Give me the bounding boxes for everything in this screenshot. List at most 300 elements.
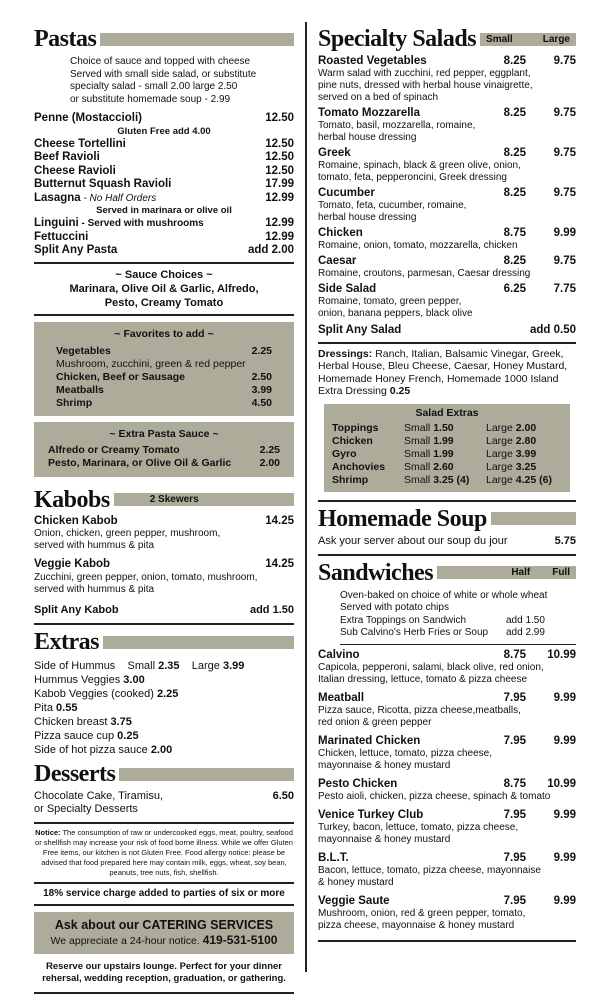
item-name: Kabob Veggies (cooked): [34, 688, 154, 700]
salad-row: [318, 283, 576, 296]
divider-line: [340, 644, 576, 645]
extras-item: [34, 673, 294, 687]
col-small: Small: [486, 33, 513, 45]
favorite-row: [56, 397, 272, 410]
item-price: 17.99: [265, 178, 294, 190]
item-name: Chicken: [318, 227, 363, 239]
menu-item: [34, 231, 294, 245]
item-price: add 0.50: [529, 324, 576, 336]
extras-item: [34, 701, 294, 715]
divider-line: [34, 262, 294, 264]
item-desc: herbal house dressing: [318, 212, 417, 223]
salads-title: Specialty Salads: [318, 26, 477, 52]
desserts-title: Desserts: [34, 761, 116, 787]
item-desc: mayonnaise & honey mustard: [318, 759, 451, 771]
sandwich-item: [318, 809, 576, 846]
item-price: 12.99: [265, 191, 294, 204]
sauce-line: Pesto, Creamy Tomato: [104, 296, 224, 309]
salad-list: [318, 55, 576, 338]
sauce-name: Pesto, Marinara, or Olive Oil & Garlic: [48, 456, 232, 469]
desserts-price: 6.50: [272, 790, 294, 802]
extra-sauce-row: [48, 444, 280, 457]
item-name: Beef Ravioli: [34, 151, 100, 163]
pastas-intro: [70, 56, 294, 106]
sauce-price: 2.25: [259, 443, 280, 456]
sandwich-item: [318, 778, 576, 803]
favorite-name: Mushroom, zucchini, green & red pepper: [56, 357, 246, 370]
item-price: 12.50: [265, 151, 294, 163]
favorite-row: [56, 384, 272, 397]
favorite-price: 2.50: [251, 370, 272, 383]
item-name: Meatball: [318, 691, 365, 704]
kabobs-bar-label: 2 Skewers: [149, 494, 199, 505]
salad-item: [318, 227, 576, 252]
service-charge: 18% service charge added to parties of six or more: [43, 888, 285, 899]
large-label: Large: [486, 421, 513, 434]
large-price: 9.75: [553, 107, 576, 119]
large-label: Large: [486, 460, 513, 473]
menu-item: [34, 244, 294, 258]
extras-title: Extras: [34, 629, 99, 655]
sandwich-item: [318, 692, 576, 729]
item-name: Veggie Saute: [318, 894, 390, 907]
sandwich-item: [318, 649, 576, 686]
sandwiches-header: [318, 560, 576, 586]
dressings: [318, 348, 576, 386]
small-label: Small: [404, 434, 431, 447]
item-name: Calvino: [318, 648, 360, 661]
sandwich-row: [318, 692, 576, 705]
item-name: Penne (Mostaccioli): [34, 112, 142, 124]
catering-sub: [38, 933, 290, 948]
salads-header: [318, 26, 576, 52]
divider-line: [34, 882, 294, 884]
small-label: Small: [404, 460, 431, 473]
favorite-name: Shrimp: [56, 396, 93, 409]
sandwich-item: [318, 735, 576, 772]
soup-bar: [491, 512, 576, 525]
divider-line: [318, 940, 576, 942]
divider-line: [318, 554, 576, 556]
favorite-price: 2.25: [251, 344, 272, 357]
item-desc: Pizza sauce, Ricotta, pizza cheese,meatballs,: [318, 704, 521, 716]
large-label: Large: [486, 447, 513, 460]
half-price: 7.95: [503, 894, 526, 907]
favorite-row: [56, 371, 272, 384]
small-price: 8.25: [503, 55, 526, 67]
salad-extra-row: [332, 422, 562, 435]
half-price: 8.75: [503, 648, 526, 661]
lounge-note: [34, 961, 294, 985]
item-price: 3.00: [123, 674, 145, 686]
small-price: 8.25: [503, 107, 526, 119]
extra-name: Anchovies: [332, 460, 386, 473]
salad-item: [318, 107, 576, 144]
item-desc: Chicken, lettuce, tomato, pizza cheese,: [318, 747, 492, 759]
sandwiches-bar: [437, 566, 576, 579]
pastas-header: [34, 26, 294, 52]
small-label: Small: [404, 421, 431, 434]
extra-dressing-price: 0.25: [389, 385, 411, 397]
menu-item: [34, 112, 294, 126]
item-desc: Capicola, pepperoni, salami, black olive, red onion,: [318, 661, 544, 673]
salad-row: [318, 55, 576, 68]
large-price: 4.25 (6): [515, 473, 552, 486]
item-desc: pizza cheese, mayonnaise & honey mustard: [318, 919, 515, 931]
item-name: Fettuccini: [34, 230, 89, 243]
item-price: 12.99: [265, 230, 294, 243]
half-price: 7.95: [503, 808, 526, 821]
extra-name: Shrimp: [332, 473, 369, 486]
item-desc: Romaine, onion, tomato, mozzarella, chicken: [318, 240, 518, 251]
sandwich-row: [318, 852, 576, 865]
salad-extras-title: Salad Extras: [415, 406, 479, 419]
favorite-name: Vegetables: [56, 344, 111, 357]
sandwich-item: [318, 852, 576, 889]
menu-item: [34, 178, 294, 192]
catering-title: Ask about our CATERING SERVICES: [54, 918, 274, 932]
sandwiches-title: Sandwiches: [318, 559, 434, 586]
item-name: B.L.T.: [318, 851, 349, 864]
soup-header: [318, 506, 576, 532]
small-price: 8.25: [503, 147, 526, 159]
extra-dressing: [318, 385, 576, 398]
item-name: Veggie Kabob: [34, 558, 111, 570]
small-label: Small: [404, 447, 431, 460]
item-price: 14.25: [265, 514, 294, 527]
kabob-list: [34, 515, 294, 618]
small-label: Small: [127, 660, 156, 672]
extra-sauce-title: ~ Extra Pasta Sauce ~: [109, 427, 219, 440]
sandwiches-intro: [340, 590, 576, 640]
sandwich-extra-price: add 1.50: [506, 614, 545, 626]
item-desc: Romaine, tomato, green pepper,: [318, 296, 462, 307]
item-desc: herbal house dressing: [318, 132, 417, 143]
sauce-choices: [34, 268, 294, 310]
pastas-title: Pastas: [34, 26, 97, 52]
extra-sauce-box: [34, 422, 294, 477]
item-desc: Zucchini, green pepper, onion, tomato, mushroom,: [34, 571, 258, 583]
col-half: Half: [511, 567, 531, 578]
full-price: 9.99: [553, 894, 576, 907]
item-name: Split Any Kabob: [34, 603, 119, 616]
favorites-box: [34, 322, 294, 416]
item-desc: Romaine, croutons, parmesan, Caesar dressing: [318, 268, 531, 279]
item-desc: Onion, chicken, green pepper, mushroom,: [34, 528, 221, 539]
large-price: 9.75: [553, 187, 576, 199]
item-name: Side Salad: [318, 283, 377, 295]
kabobs-title: Kabobs: [34, 486, 110, 513]
sauce-name: Alfredo or Creamy Tomato: [48, 443, 180, 456]
divider-line: [34, 314, 294, 316]
sandwich-row: [318, 735, 576, 748]
extra-name: Toppings: [332, 421, 379, 434]
salad-item: [318, 187, 576, 224]
sandwich-row: [318, 649, 576, 662]
favorites-title: ~ Favorites to add ~: [114, 327, 214, 340]
salad-extra-row: [332, 474, 562, 487]
large-price: 3.99: [515, 447, 537, 460]
item-name: Side of hot pizza sauce: [34, 744, 148, 756]
sandwich-extra-price: add 2.99: [506, 627, 545, 638]
sandwich-row: [318, 895, 576, 908]
sandwich-list: [318, 649, 576, 932]
divider-line: [34, 623, 294, 625]
pastas-bar: [100, 33, 294, 46]
item-desc: mayonnaise & honey mustard: [318, 833, 451, 845]
soup-item: [318, 534, 576, 548]
extra-dressing-label: Extra Dressing: [318, 385, 387, 397]
item-price: 2.25: [156, 688, 179, 700]
desserts-item: [34, 790, 294, 816]
sauce-price: 2.00: [259, 456, 280, 469]
salad-row: [318, 187, 576, 200]
item-desc: served on a bed of spinach: [318, 92, 439, 103]
sandwich-extra-name: Extra Toppings on Sandwich: [340, 614, 467, 626]
desserts-desc: [34, 790, 163, 816]
small-price: 2.60: [433, 460, 454, 473]
item-desc: Tomato, feta, cucumber, romaine,: [318, 200, 467, 211]
small-price: 3.25 (4): [433, 473, 470, 486]
favorite-price: 3.99: [251, 383, 272, 396]
col-large: Large: [542, 33, 570, 45]
sandwich-extra-name: Sub Calvino's Herb Fries or Soup: [340, 627, 489, 638]
salad-item: [318, 255, 576, 280]
item-desc: Tomato, basil, mozzarella, romaine,: [318, 120, 476, 131]
item-price: 12.50: [265, 112, 294, 124]
extras-bar: [103, 636, 294, 649]
salad-item: [318, 55, 576, 104]
desserts-line: or Specialty Desserts: [34, 803, 138, 815]
item-name: Linguini: [34, 217, 79, 229]
sandwich-intro-line: Oven-baked on choice of white or whole wheat: [340, 589, 548, 601]
divider-line: [34, 822, 294, 824]
item-desc: Bacon, lettuce, tomato, pizza cheese, mayonnaise: [318, 864, 541, 876]
item-name: Roasted Vegetables: [318, 55, 427, 67]
small-price: 6.25: [503, 283, 526, 295]
item-name: Chicken Kabob: [34, 514, 118, 527]
dressings-label: Dressings:: [318, 347, 373, 360]
item-desc: onion, banana peppers, black olive: [318, 308, 473, 319]
sandwich-extra: [340, 615, 576, 628]
item-name: Butternut Squash Ravioli: [34, 178, 172, 190]
catering-box: [34, 912, 294, 954]
small-price: 1.99: [433, 447, 454, 460]
small-price: 1.50: [433, 421, 454, 434]
item-desc: served with hummus & pita: [34, 540, 155, 551]
menu-item: [34, 138, 294, 152]
notice: [34, 828, 294, 878]
lasagna-note: Served in marinara or olive oil: [96, 205, 232, 216]
sandwich-row: [318, 778, 576, 791]
extras-item: [34, 659, 294, 673]
full-price: 9.99: [553, 808, 576, 821]
menu-item: [34, 151, 294, 165]
item-name: Greek: [318, 147, 351, 159]
kabobs-header: [34, 487, 294, 513]
full-price: 9.99: [553, 734, 576, 747]
extra-name: Gyro: [332, 447, 357, 460]
salads-bar: [480, 33, 576, 46]
item-desc: Pesto aioli, chicken, pizza cheese, spinach & tomato: [318, 790, 551, 802]
favorite-name: Meatballs: [56, 383, 104, 396]
large-price: 9.99: [553, 227, 576, 239]
sandwich-item: [318, 895, 576, 932]
half-price: 7.95: [503, 734, 526, 747]
small-price: 8.25: [503, 255, 526, 267]
sandwich-extra: [340, 627, 576, 640]
favorite-row: [56, 345, 272, 358]
item-price: 14.25: [265, 558, 294, 570]
item-name: Venice Turkey Club: [318, 808, 424, 821]
item-price: 12.50: [265, 164, 294, 177]
item-price: 2.00: [150, 744, 173, 756]
item-name: Cheese Ravioli: [34, 164, 116, 177]
item-price: 12.50: [265, 137, 294, 150]
extras-header: [34, 629, 294, 655]
salad-extras-box: [324, 404, 570, 492]
large-price: 9.75: [553, 55, 576, 67]
small-label: Small: [404, 473, 431, 486]
catering-note: We appreciate a 24-hour notice.: [50, 935, 200, 947]
menu-item: [34, 165, 294, 179]
pasta-list: [34, 112, 294, 258]
item-name: Split Any Pasta: [34, 244, 118, 256]
item-name: Marinated Chicken: [318, 734, 421, 747]
full-price: 10.99: [547, 648, 576, 661]
extra-name: Chicken: [332, 434, 373, 447]
item-desc: pine nuts, dressed with herbal house vinaigrette,: [318, 80, 533, 91]
item-name: Pita: [34, 702, 53, 714]
item-note: - No Half Orders: [80, 192, 157, 204]
menu-item: [34, 558, 294, 572]
col-full: Full: [552, 567, 570, 578]
half-price: 7.95: [503, 851, 526, 864]
item-name: Split Any Salad: [318, 324, 402, 336]
full-price: 9.99: [553, 851, 576, 864]
item-name: Side of Hummus: [34, 660, 116, 672]
item-price: 0.25: [117, 730, 139, 742]
item-desc: tomato, feta, pepperoncini, Greek dressing: [318, 172, 507, 183]
divider-line: [318, 342, 576, 344]
salad-extra-row: [332, 435, 562, 448]
item-name: Pizza sauce cup: [34, 730, 115, 742]
item-name: Caesar: [318, 255, 357, 267]
small-price: 2.35: [158, 660, 180, 672]
item-desc: served with hummus & pita: [34, 583, 155, 595]
favorite-price: 4.50: [251, 396, 272, 409]
item-desc: & honey mustard: [318, 876, 394, 888]
item-desc: Turkey, bacon, lettuce, tomato, pizza cheese,: [318, 821, 519, 833]
item-name: Pesto Chicken: [318, 777, 398, 790]
sauce-title: ~ Sauce Choices ~: [115, 268, 213, 281]
catering-phone: 419-531-5100: [202, 933, 278, 947]
item-name: Lasagna: [34, 191, 81, 204]
lounge-line: rehersal, wedding reception, graduation, or gathering.: [42, 973, 286, 984]
pastas-intro-line: specialty salad - small 2.00 large 2.50: [70, 81, 238, 92]
large-label: Large: [486, 434, 513, 447]
item-note: - Served with mushrooms: [78, 218, 204, 229]
item-desc: Warm salad with zucchini, red pepper, eggplant,: [318, 68, 531, 79]
column-divider: [305, 22, 307, 972]
desserts-bar: [119, 768, 294, 781]
large-price: 2.00: [515, 421, 537, 434]
sandwich-intro-line: Served with potato chips: [340, 602, 449, 613]
desserts-header: [34, 761, 294, 787]
item-price: 3.75: [110, 716, 132, 728]
menu-item: [34, 515, 294, 529]
right-column: [318, 22, 576, 946]
desserts-line: Chocolate Cake, Tiramisu,: [34, 790, 163, 802]
salad-row: [318, 255, 576, 268]
left-column: [34, 22, 294, 998]
divider-line: [34, 904, 294, 906]
large-price: 3.99: [222, 660, 245, 672]
soup-text: Ask your server about our soup du jour: [318, 534, 508, 547]
large-price: 9.75: [553, 147, 576, 159]
extras-item: [34, 729, 294, 743]
item-desc: red onion & green pepper: [318, 716, 432, 728]
item-name: Chicken breast: [34, 716, 108, 728]
item-name: Cucumber: [318, 187, 375, 199]
large-price: 2.80: [515, 434, 537, 447]
extras-list: [34, 659, 294, 757]
item-name: Hummus Veggies: [34, 674, 121, 686]
notice-text: The consumption of raw or undercooked eggs, meat, poultry, seafood or shellfish may increase your risk of food borne illness. While we offer Gluten Free items, our kitchen is not Gluten Free. Food allergy notice: please be advised that food prepared here may contain milk, eggs, wheat, soy bean, peanuts, tree nuts, fish, shellfish.: [35, 828, 293, 877]
soup-title: Homemade Soup: [318, 505, 487, 532]
item-price: add 1.50: [249, 603, 294, 616]
sandwich-row: [318, 809, 576, 822]
gluten-free-note: Gluten Free add 4.00: [117, 125, 211, 137]
item-name: Cheese Tortellini: [34, 137, 126, 150]
extras-item: [34, 687, 294, 701]
lounge-line: Reserve our upstairs lounge. Perfect for your dinner: [46, 961, 282, 972]
pastas-intro-line: or substitute homemade soup - 2.99: [70, 93, 231, 105]
menu-item: [34, 604, 294, 618]
item-desc: Mushroom, onion, red & green pepper, tomato,: [318, 907, 526, 919]
full-price: 9.99: [553, 691, 576, 704]
divider-line: [34, 992, 294, 994]
half-price: 8.75: [503, 777, 526, 790]
menu-item: [34, 192, 294, 206]
salad-row: [318, 107, 576, 120]
item-desc: Romaine, spinach, black & green olive, onion,: [318, 160, 521, 171]
large-label: Large: [191, 660, 220, 672]
dressings-text: Ranch, Italian, Balsamic Vinegar, Greek, Herbal House, Bleu Cheese, Caesar, Honey Mustard, Homemade Honey French, Homemade 1000 Island: [318, 347, 568, 385]
salad-item: [318, 283, 576, 320]
sauce-line: Marinara, Olive Oil & Garlic, Alfredo,: [69, 282, 259, 295]
salad-row: [318, 147, 576, 160]
divider-line: [318, 500, 576, 502]
split-salad: [318, 324, 576, 338]
salad-extra-row: [332, 461, 562, 474]
salad-extra-row: [332, 448, 562, 461]
large-price: 7.75: [553, 283, 576, 295]
full-price: 10.99: [547, 777, 576, 790]
large-price: 9.75: [553, 255, 576, 267]
extras-item: [34, 715, 294, 729]
item-desc: Italian dressing, lettuce, tomato & pizza cheese: [318, 673, 528, 685]
pastas-intro-line: Choice of sauce and topped with cheese: [70, 56, 251, 67]
small-price: 8.75: [503, 227, 526, 239]
pastas-intro-line: Served with small side salad, or substitute: [70, 68, 257, 80]
item-price: 12.99: [265, 217, 294, 229]
menu-item: [34, 217, 294, 231]
item-price: 0.55: [56, 702, 78, 714]
notice-label: Notice:: [35, 828, 61, 837]
salad-row: [318, 227, 576, 240]
small-price: 8.25: [503, 187, 526, 199]
